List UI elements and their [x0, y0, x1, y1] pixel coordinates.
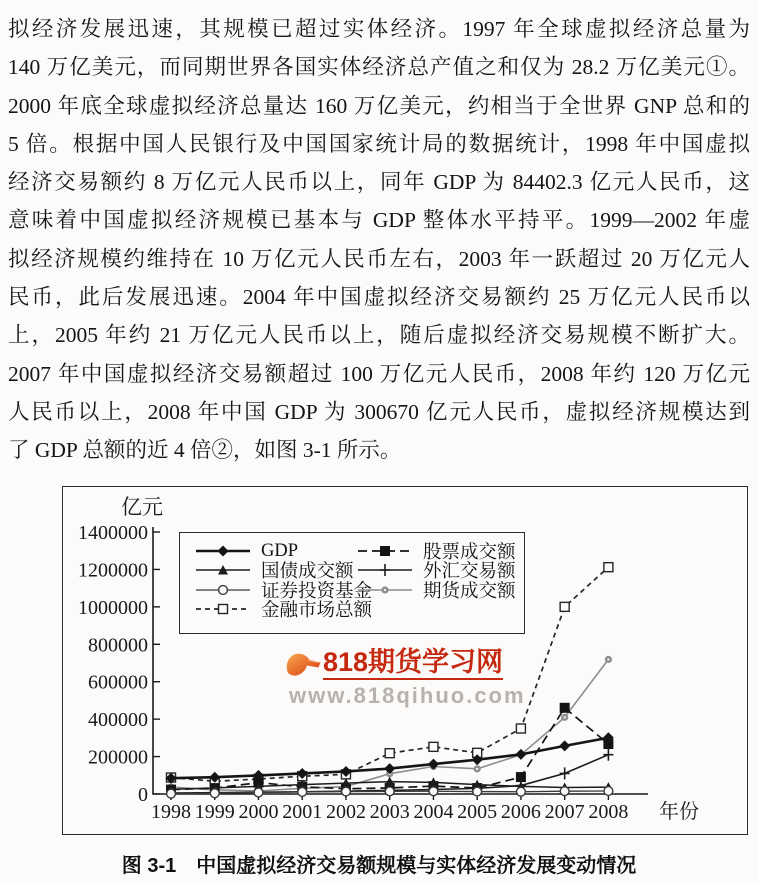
- legend-label: 期货成交额: [423, 581, 516, 602]
- x-tick-label: 1999: [194, 801, 235, 823]
- legend-label: 证券投资基金: [261, 581, 373, 602]
- legend-sample: [356, 543, 414, 559]
- square-open-marker-icon: [429, 742, 438, 751]
- text-line: 人民币以上，2008 年中国 GDP 为 300670 亿元人民币，虚拟经济规模达到: [8, 399, 750, 424]
- diamond-marker-icon: [559, 740, 570, 751]
- legend-label: 金融市场总额: [261, 600, 373, 621]
- text-line: 拟经济发展迅速，其规模已超过实体经济。1997 年全球虚拟经济总量为: [8, 17, 750, 41]
- body-text: [8, 10, 750, 470]
- circle-open-marker-icon: [167, 789, 176, 798]
- circle-open-marker-icon: [429, 787, 438, 796]
- watermark: [285, 647, 526, 709]
- legend-sample: [356, 582, 414, 598]
- y-tick-label: 400000: [88, 709, 148, 732]
- circle-open-marker-icon: [385, 787, 394, 796]
- dot-marker-center: [564, 716, 566, 718]
- legend-sample: [194, 543, 252, 559]
- x-tick-label: 2000: [238, 801, 279, 823]
- square-open-marker-icon: [385, 749, 394, 758]
- text-line: 140 万亿美元，而同期世界各国实体经济总产值之和仅为 28.2 万亿美元①。: [8, 55, 750, 80]
- series-证券投资基金: [167, 787, 613, 798]
- chart-legend: [179, 532, 525, 634]
- legend-item-金融市场总额: [194, 600, 373, 621]
- legend-label: 外汇交易额: [423, 562, 516, 583]
- y-tick-label: 200000: [88, 746, 148, 769]
- x-tick-label: 2006: [500, 801, 541, 823]
- y-tick-label: 1200000: [78, 559, 148, 582]
- figure-caption: [0, 849, 758, 878]
- legend-sample: [194, 562, 252, 578]
- legend-label: GDP: [261, 540, 299, 561]
- text-line: 2007 年中国虚拟经济交易额超过 100 万亿元人民币，2008 年约 120 万亿元: [8, 361, 750, 386]
- legend-label: 国债成交额: [261, 562, 354, 583]
- x-tick-label: 2005: [457, 801, 498, 823]
- circle-open-marker-icon: [210, 789, 219, 798]
- text-line: 5 倍。根据中国人民银行及中国国家统计局的数据统计，1998 年中国虚拟: [8, 131, 750, 156]
- figure-3-1: [62, 486, 748, 835]
- x-tick-label: 2007: [544, 801, 585, 823]
- plus-marker-icon: [603, 749, 613, 761]
- circle-open-marker-icon: [604, 787, 613, 796]
- legend-sample: [194, 582, 252, 598]
- circle-open-marker-icon: [254, 788, 263, 797]
- x-tick-label: 2002: [325, 801, 366, 823]
- circle-open-marker-icon: [560, 787, 569, 796]
- legend-sample: [194, 601, 252, 617]
- dot-marker-center: [476, 768, 478, 770]
- plus-marker-icon: [380, 564, 390, 576]
- square-open-marker-icon: [516, 724, 525, 733]
- x-tick-label: 2004: [413, 801, 454, 823]
- y-tick-label: 800000: [88, 634, 148, 657]
- square-filled-marker-icon: [380, 546, 390, 556]
- watermark-row: [285, 647, 526, 680]
- x-axis-label: 年份: [659, 801, 699, 823]
- y-tick-label: 600000: [88, 671, 148, 694]
- square-filled-marker-icon: [560, 703, 570, 713]
- text-line: 经济交易额约 8 万亿元人民币以上，同年 GDP 为 84402.3 亿元人民币，这: [8, 170, 750, 195]
- circle-open-marker-icon: [219, 585, 228, 594]
- x-tick-label: 1998: [151, 801, 191, 823]
- legend-item-期货成交额: [356, 581, 516, 602]
- circle-open-marker-icon: [298, 788, 307, 797]
- circle-open-marker-icon: [517, 787, 526, 796]
- text-line: 2000 年底全球虚拟经济总量达 160 万亿美元，约相当于全世界 GNP 总和的: [8, 93, 750, 118]
- dot-marker-center: [384, 588, 386, 590]
- square-open-marker-icon: [604, 563, 613, 572]
- pointing-hand-logo-icon: [285, 649, 321, 680]
- figure-caption-title: 中国虚拟经济交易额规模与实体经济发展变动情况: [196, 855, 637, 877]
- plus-marker-icon: [560, 767, 570, 779]
- text-line: 拟经济规模约维持在 10 万亿元人民币左右，2003 年一跃超过 20 万亿元人: [8, 246, 750, 271]
- text-line: 民币，此后发展迅速。2004 年中国虚拟经济交易额约 25 万亿元人民币以: [8, 285, 750, 310]
- x-tick-label: 2008: [588, 801, 629, 823]
- y-tick-label: 0: [138, 784, 148, 806]
- text-line: 意味着中国虚拟经济规模已基本与 GDP 整体水平持平。1999—2002 年虚: [8, 208, 750, 233]
- figure-caption-label: 图 3-1: [121, 855, 177, 877]
- legend-sample: [356, 562, 414, 578]
- legend-label: 股票成交额: [423, 543, 516, 563]
- y-tick-label: 1400000: [78, 522, 148, 544]
- text-line: 了 GDP 总额的近 4 倍②，如图 3-1 所示。: [8, 438, 402, 463]
- watermark-url: www.818qihuo.com: [289, 683, 526, 708]
- dot-marker-center: [607, 658, 609, 660]
- diamond-marker-icon: [218, 546, 229, 557]
- x-tick-label: 2001: [282, 801, 323, 823]
- y-axis-unit-label: 亿元: [121, 495, 163, 519]
- text-line: 上，2005 年约 21 万亿元人民币以上，随后虚拟经济交易规模不断扩大。: [8, 323, 750, 348]
- square-open-marker-icon: [560, 602, 569, 611]
- circle-open-marker-icon: [342, 787, 351, 796]
- y-tick-label: 1000000: [78, 596, 148, 619]
- x-tick-label: 2003: [369, 801, 410, 823]
- circle-open-marker-icon: [473, 787, 482, 796]
- square-open-marker-icon: [219, 604, 228, 613]
- watermark-brand: 818期货学习网: [323, 647, 503, 680]
